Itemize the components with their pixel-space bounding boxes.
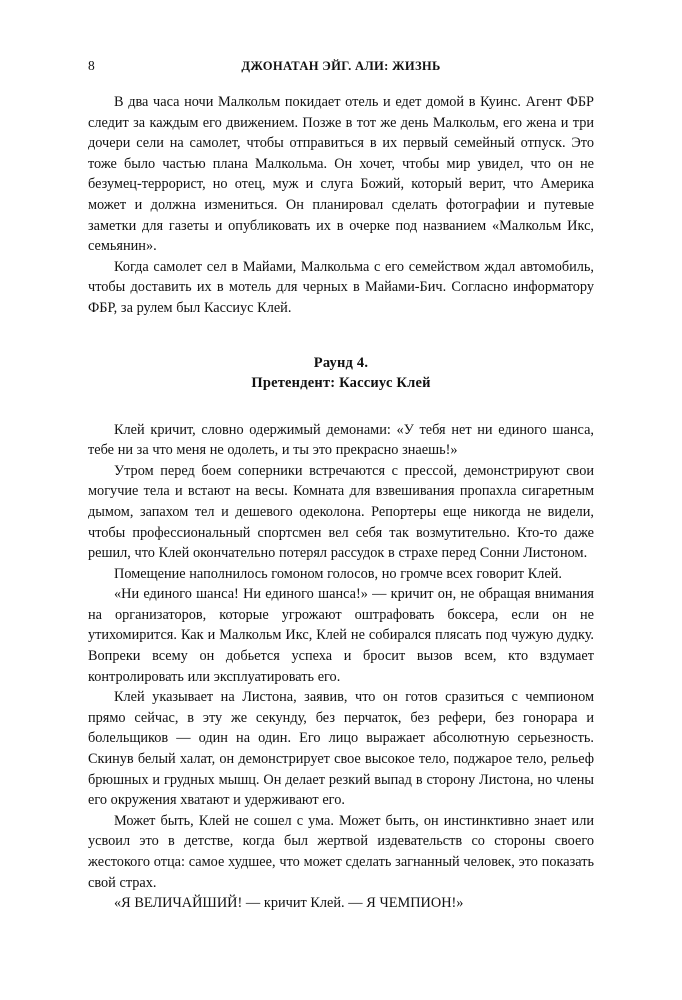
- page-body: [88, 92, 594, 914]
- running-head-title: ДЖОНАТАН ЭЙГ. АЛИ: ЖИЗНЬ: [241, 59, 441, 73]
- paragraph: Утром перед боем соперники встречаются с прессой, демонстрируют свои могучие тела и встают на весы. Комната для взвешивания пропахла сигаретным дымом, запахом тел и дешевого одеколона. Репортеры еще никогда не видели, чтобы профессиональный спортсмен вел себя так возмутительно. Кто-то даже решил, что Клей окончательно потерял рассудок в страхе перед Сонни Листоном.: [88, 462, 594, 562]
- paragraph: В два часа ночи Малкольм покидает отель и едет домой в Куинс. Агент ФБР следит за каждым его движением. Позже в тот же день Малкольм, его жена и три дочери сели на самолет, чтобы отправиться в их первый семейный отпуск. Это тоже было частью плана Малкольма. Он хочет, чтобы мир увидел, что он не безумец-террорист, но отец, муж и слуга Божий, который верит, что Америка может и должна измениться. Он планировал сделать фотографии и путевые заметки для газеты и опубликовать их в очерке под названием «Малкольм Икс, семьянин».: [88, 94, 594, 255]
- paragraph: «Я ВЕЛИЧАЙШИЙ! — кричит Клей. — Я ЧЕМПИОН!»: [114, 895, 464, 912]
- paragraph: Когда самолет сел в Майами, Малкольма с его семейством ждал автомобиль, чтобы доставить их в мотель для черных в Майами-Бич. Согласно информатору ФБР, за рулем был Кассиус Клей.: [88, 258, 594, 316]
- paragraph: Клей указывает на Листона, заявив, что он готов сразиться с чемпионом прямо сейчас, в эту же секунду, без перчаток, без рефери, без гонорара и болельщиков — один на один. Его лицо выражает абсолютную серьезность. Скинув белый халат, он демонстрирует свое высокое тело, поджарое тело, рельеф брюшных и грудных мышц. Он делает резкий выпад в сторону Листона, но члены его окружения хватают и удерживают его.: [88, 689, 594, 809]
- section-heading-line-2: Претендент: Кассиус Клей: [251, 375, 431, 392]
- paragraph: Помещение наполнилось гомоном голосов, но громче всех говорит Клей.: [114, 565, 562, 582]
- paragraph: Может быть, Клей не сошел с ума. Может быть, он инстинктивно знает или усвоил это в детстве, когда был жертвой издевательств со стороны своего жестокого отца: самое худшее, что может сделать загнанный человек, это показать свой страх.: [88, 812, 594, 891]
- running-head: [88, 58, 594, 76]
- page-number: 8: [88, 58, 95, 73]
- section-heading: [88, 353, 594, 394]
- section-heading-line-1: Раунд 4.: [313, 354, 369, 371]
- paragraph: «Ни единого шанса! Ни единого шанса!» — кричит он, не обращая внимания на организаторов, которые угрожают оштрафовать боксера, если он не утихомирится. Как и Малкольм Икс, Клей не собирался плясать под чужую дудку. Вопреки всему он добьется успеха и бросит вызов всем, кто вздумает контролировать или эксплуатировать его.: [88, 586, 594, 685]
- paragraph: Клей кричит, словно одержимый демонами: «У тебя нет ни единого шанса, тебе ни за что меня не одолеть, и ты это прекрасно знаешь!»: [88, 421, 594, 459]
